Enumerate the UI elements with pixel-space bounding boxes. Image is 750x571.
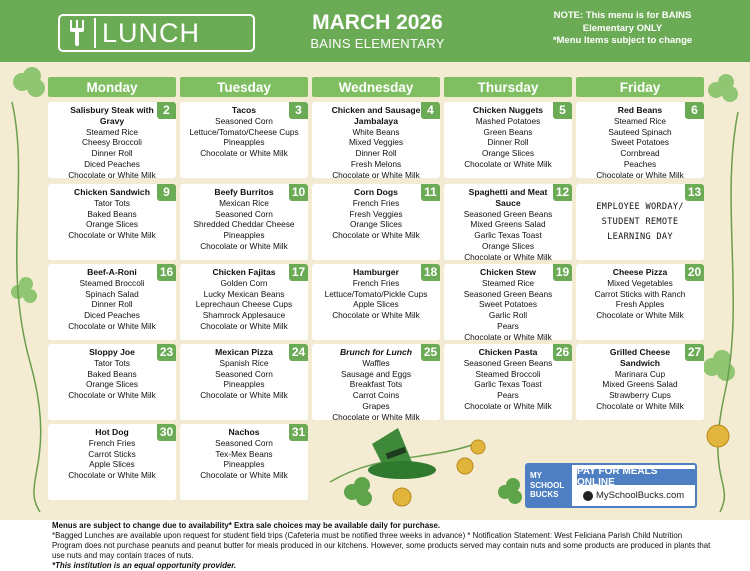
day-header-thursday: Thursday	[444, 77, 572, 97]
badge-text: SCHOOL	[530, 480, 565, 490]
menu-item: Chocolate or White Milk	[332, 310, 420, 321]
footer-line: *This institution is an equal opportunity provider.	[52, 561, 237, 570]
day-cell	[180, 102, 308, 178]
menu-item: Dinner Roll	[355, 148, 397, 159]
day-header-friday: Friday	[576, 77, 704, 97]
menu-item: Golden Corn	[220, 277, 268, 288]
day-cell	[444, 344, 572, 420]
menu-item: Tator Tots	[94, 357, 130, 368]
menu-item: Grapes	[362, 400, 390, 411]
menu-item: Steamed Rice	[85, 126, 139, 137]
menu-item: Seasoned Green Beans	[463, 357, 553, 368]
menu-item: Green Beans	[483, 126, 533, 137]
menu-item: Pineapples	[223, 137, 265, 148]
day-cell	[576, 344, 704, 420]
entree-title: Brunch for Lunch	[339, 347, 413, 357]
menu-item: Orange Slices	[85, 379, 139, 390]
entree-title: Nachos	[228, 427, 260, 437]
day-header-wednesday: Wednesday	[312, 77, 440, 97]
entree-title: Chicken Pasta	[478, 347, 538, 357]
day-cell	[312, 344, 440, 420]
day-cell	[444, 102, 572, 178]
badge-text: MY	[530, 471, 542, 481]
date-number: 27	[685, 344, 704, 361]
entree-title: Spaghetti and Meat Sauce	[468, 187, 548, 208]
entree-title: Grilled Cheese Sandwich	[609, 347, 671, 368]
menu-item: Diced Peaches	[84, 158, 140, 169]
menu-item: Mixed Veggies	[349, 137, 403, 148]
entree-title: Sloppy Joe	[89, 347, 135, 357]
menu-item: Chocolate or White Milk	[200, 240, 288, 251]
menu-item: Cheesy Broccoli	[82, 137, 142, 148]
menu-item: Chocolate or White Milk	[200, 470, 288, 481]
date-number: 3	[289, 102, 308, 119]
day-cell	[180, 264, 308, 340]
note-line: *Menu Items subject to change	[552, 35, 693, 46]
date-number: 30	[157, 424, 176, 441]
menu-item: Chocolate or White Milk	[200, 390, 288, 401]
menu-item: Chocolate or White Milk	[68, 390, 156, 401]
menu-item: Mexican Rice	[219, 197, 269, 208]
note-line: Elementary ONLY	[582, 22, 663, 34]
day-cell	[48, 424, 176, 500]
brand-icon	[583, 491, 593, 501]
logo-text: LUNCH	[102, 17, 201, 48]
day-cell	[180, 184, 308, 260]
menu-item: Orange Slices	[481, 240, 535, 251]
entree-title: Corn Dogs	[354, 187, 398, 197]
menu-item: Lettuce/Tomato/Pickle Cups	[324, 288, 428, 299]
date-number: 12	[553, 184, 572, 201]
title-block	[290, 10, 465, 52]
day-header-monday: Monday	[48, 77, 176, 97]
menu-item: Seasoned Corn	[215, 115, 273, 126]
day-cell	[576, 264, 704, 340]
entree-title: Salisbury Steak with Gravy	[70, 105, 154, 126]
date-number: 13	[685, 184, 704, 201]
menu-item: French Fries	[88, 437, 136, 448]
menu-item: Tex-Mex Beans	[215, 448, 273, 459]
myschoolbucks-promo[interactable]	[525, 463, 697, 508]
menu-item: Mixed Vegetables	[607, 277, 673, 288]
date-number: 5	[553, 102, 572, 119]
menu-item: Garlic Roll	[488, 310, 528, 321]
menu-item: Sweet Potatoes	[478, 299, 538, 310]
menu-item: Pineapples	[223, 379, 265, 390]
entree-title: Mexican Pizza	[215, 347, 273, 357]
menu-item: Sweet Potatoes	[610, 137, 670, 148]
menu-item: Fresh Apples	[615, 299, 665, 310]
day-cell	[312, 102, 440, 178]
menu-item: Seasoned Corn	[215, 437, 273, 448]
menu-item: Lucky Mexican Beans	[203, 288, 285, 299]
footer-line: *Bagged Lunches are available upon request for student field trips (Cafeteria must be notified three weeks in advance) * Notification Statement: West Feliciana Parish Child Nutrition Program does not purchase peanuts and peanut butter for meals produced in our kitchens. However, some products served may contain nuts and some products are produced in plants that use nuts and may contain traces of nuts.	[52, 531, 711, 560]
menu-item: Carrot Sticks	[88, 448, 136, 459]
day-cell	[48, 102, 176, 178]
menu-item: Steamed Rice	[613, 115, 667, 126]
menu-item: Dinner Roll	[487, 137, 529, 148]
date-number: 24	[289, 344, 308, 361]
menu-item: Pineapples	[223, 230, 265, 241]
school-name: BAINS ELEMENTARY	[310, 36, 445, 51]
menu-item: Chocolate or White Milk	[200, 148, 288, 159]
menu-item: Sauteed Spinach	[608, 126, 672, 137]
day-cell	[180, 344, 308, 420]
date-number: 23	[157, 344, 176, 361]
menu-item: Chocolate or White Milk	[200, 320, 288, 331]
day-cell	[312, 264, 440, 340]
menu-item: Steamed Broccoli	[79, 277, 145, 288]
menu-item: Mixed Greens Salad	[470, 219, 546, 230]
menu-item: Chocolate or White Milk	[68, 470, 156, 481]
menu-item: Steamed Broccoli	[475, 368, 541, 379]
menu-item: Seasoned Green Beans	[463, 208, 553, 219]
menu-item: Orange Slices	[481, 148, 535, 159]
entree-title: Hamburger	[353, 267, 399, 277]
menu-item: Dinner Roll	[91, 299, 133, 310]
entree-title: Beef-A-Roni	[87, 267, 137, 277]
menu-item: Spanish Rice	[219, 357, 269, 368]
badge-text: BUCKS	[530, 490, 559, 500]
day-cell	[444, 184, 572, 260]
myschoolbucks-link[interactable]	[583, 490, 684, 501]
menu-item: Garlic Texas Toast	[474, 230, 542, 241]
date-number: 11	[421, 184, 440, 201]
entree-title: Chicken Fajitas	[212, 267, 276, 277]
entree-title: Cheese Pizza	[612, 267, 668, 277]
menu-item: Spinach Salad	[85, 288, 139, 299]
menu-item: Baked Beans	[87, 208, 137, 219]
note-line: NOTE: This menu is for BAINS	[553, 10, 692, 21]
menu-item: Shamrock Applesauce	[202, 310, 286, 321]
menu-item: Waffles	[362, 357, 390, 368]
menu-item: Cornbread	[620, 148, 660, 159]
day-cell	[180, 424, 308, 500]
menu-item: Leprechaun Cheese Cups	[195, 299, 293, 310]
menu-item: Dinner Roll	[91, 148, 133, 159]
date-number: 2	[157, 102, 176, 119]
menu-item: Apple Slices	[353, 299, 399, 310]
menu-item: Mashed Potatoes	[475, 115, 541, 126]
menu-item: Carrot Sticks with Ranch	[594, 288, 686, 299]
day-cell	[48, 344, 176, 420]
menu-item: Baked Beans	[87, 368, 137, 379]
entree-title: Hot Dog	[95, 427, 129, 437]
menu-item: French Fries	[352, 197, 400, 208]
menu-item: Pineapples	[223, 459, 265, 470]
special-notice: EMPLOYEE WORDAY/ STUDENT REMOTE LEARNING DAY	[596, 202, 684, 242]
menu-item: Peaches	[623, 158, 657, 169]
menu-item: French Fries	[352, 277, 400, 288]
menu-item: Breakfast Tots	[349, 379, 403, 390]
menu-item: Strawberry Cups	[609, 390, 671, 401]
site-text: MySchoolBucks.com	[596, 490, 685, 501]
menu-item: Apple Slices	[89, 459, 135, 470]
menu-item: Seasoned Corn	[215, 368, 273, 379]
day-cell	[444, 264, 572, 340]
entree-title: Beefy Burritos	[214, 187, 274, 197]
date-number: 6	[685, 102, 704, 119]
day-cell	[312, 184, 440, 260]
day-header-tuesday: Tuesday	[180, 77, 308, 97]
menu-item: Chocolate or White Milk	[332, 411, 420, 422]
menu-item: Chocolate or White Milk	[68, 320, 156, 331]
menu-item: Chocolate or White Milk	[68, 230, 156, 241]
day-cell	[576, 184, 704, 260]
date-number: 4	[421, 102, 440, 119]
date-number: 9	[157, 184, 176, 201]
menu-item: Pears	[497, 390, 519, 401]
date-number: 16	[157, 264, 176, 281]
entree-title: Chicken Stew	[480, 267, 536, 277]
menu-item: Marinara Cup	[614, 368, 666, 379]
day-cell	[48, 264, 176, 340]
footer-line: Menus are subject to change due to availability* Extra sale choices may be available daily for purchase.	[52, 521, 441, 530]
header-bar	[0, 0, 750, 62]
footer-notice	[52, 521, 712, 571]
date-number: 25	[421, 344, 440, 361]
menu-item: Chocolate or White Milk	[332, 169, 420, 180]
day-cell	[576, 102, 704, 178]
date-number: 26	[553, 344, 572, 361]
menu-item: Pears	[497, 320, 519, 331]
menu-item: Steamed Rice	[481, 277, 535, 288]
menu-item: Garlic Texas Toast	[474, 379, 542, 390]
menu-item: Fresh Melons	[350, 158, 402, 169]
menu-item: Orange Slices	[85, 219, 139, 230]
day-cell	[48, 184, 176, 260]
date-number: 19	[553, 264, 572, 281]
menu-item: White Beans	[352, 126, 400, 137]
entree-title: Red Beans	[617, 105, 663, 115]
menu-item: Seasoned Green Beans	[463, 288, 553, 299]
date-number: 20	[685, 264, 704, 281]
menu-item: Fresh Veggies	[349, 208, 403, 219]
menu-item: Chocolate or White Milk	[596, 400, 684, 411]
date-number: 10	[289, 184, 308, 201]
menu-item: Shredded Cheddar Cheese	[193, 219, 295, 230]
month-title: MARCH 2026	[312, 11, 443, 34]
hat-icon	[368, 428, 436, 479]
lunch-logo	[58, 14, 255, 52]
menu-item: Tator Tots	[94, 197, 130, 208]
menu-item: Carrot Coins	[352, 390, 400, 401]
menu-item: Lettuce/Tomato/Cheese Cups	[189, 126, 299, 137]
menu-item: Chocolate or White Milk	[464, 331, 552, 342]
menu-item: Chocolate or White Milk	[332, 230, 420, 241]
menu-item: Chocolate or White Milk	[68, 169, 156, 180]
menu-item: Chocolate or White Milk	[464, 251, 552, 262]
entree-title: Chicken Sandwich	[74, 187, 150, 197]
menu-item: Chocolate or White Milk	[596, 310, 684, 321]
date-number: 17	[289, 264, 308, 281]
date-number: 18	[421, 264, 440, 281]
menu-note	[540, 10, 705, 48]
menu-item: Orange Slices	[349, 219, 403, 230]
menu-item: Chocolate or White Milk	[464, 158, 552, 169]
menu-item: Diced Peaches	[84, 310, 140, 321]
pay-online-banner: PAY FOR MEALS ONLINE	[577, 469, 695, 485]
entree-title: Tacos	[231, 105, 257, 115]
entree-title: Chicken and Sausage Jambalaya	[331, 105, 421, 126]
menu-item: Sausage and Eggs	[340, 368, 412, 379]
menu-item: Seasoned Corn	[215, 208, 273, 219]
date-number: 31	[289, 424, 308, 441]
menu-item: Chocolate or White Milk	[464, 400, 552, 411]
fork-icon	[60, 16, 94, 50]
entree-title: Chicken Nuggets	[472, 105, 544, 115]
myschoolbucks-logo	[527, 465, 572, 506]
menu-item: Mixed Greens Salad	[602, 379, 678, 390]
menu-item: Chocolate or White Milk	[596, 169, 684, 180]
